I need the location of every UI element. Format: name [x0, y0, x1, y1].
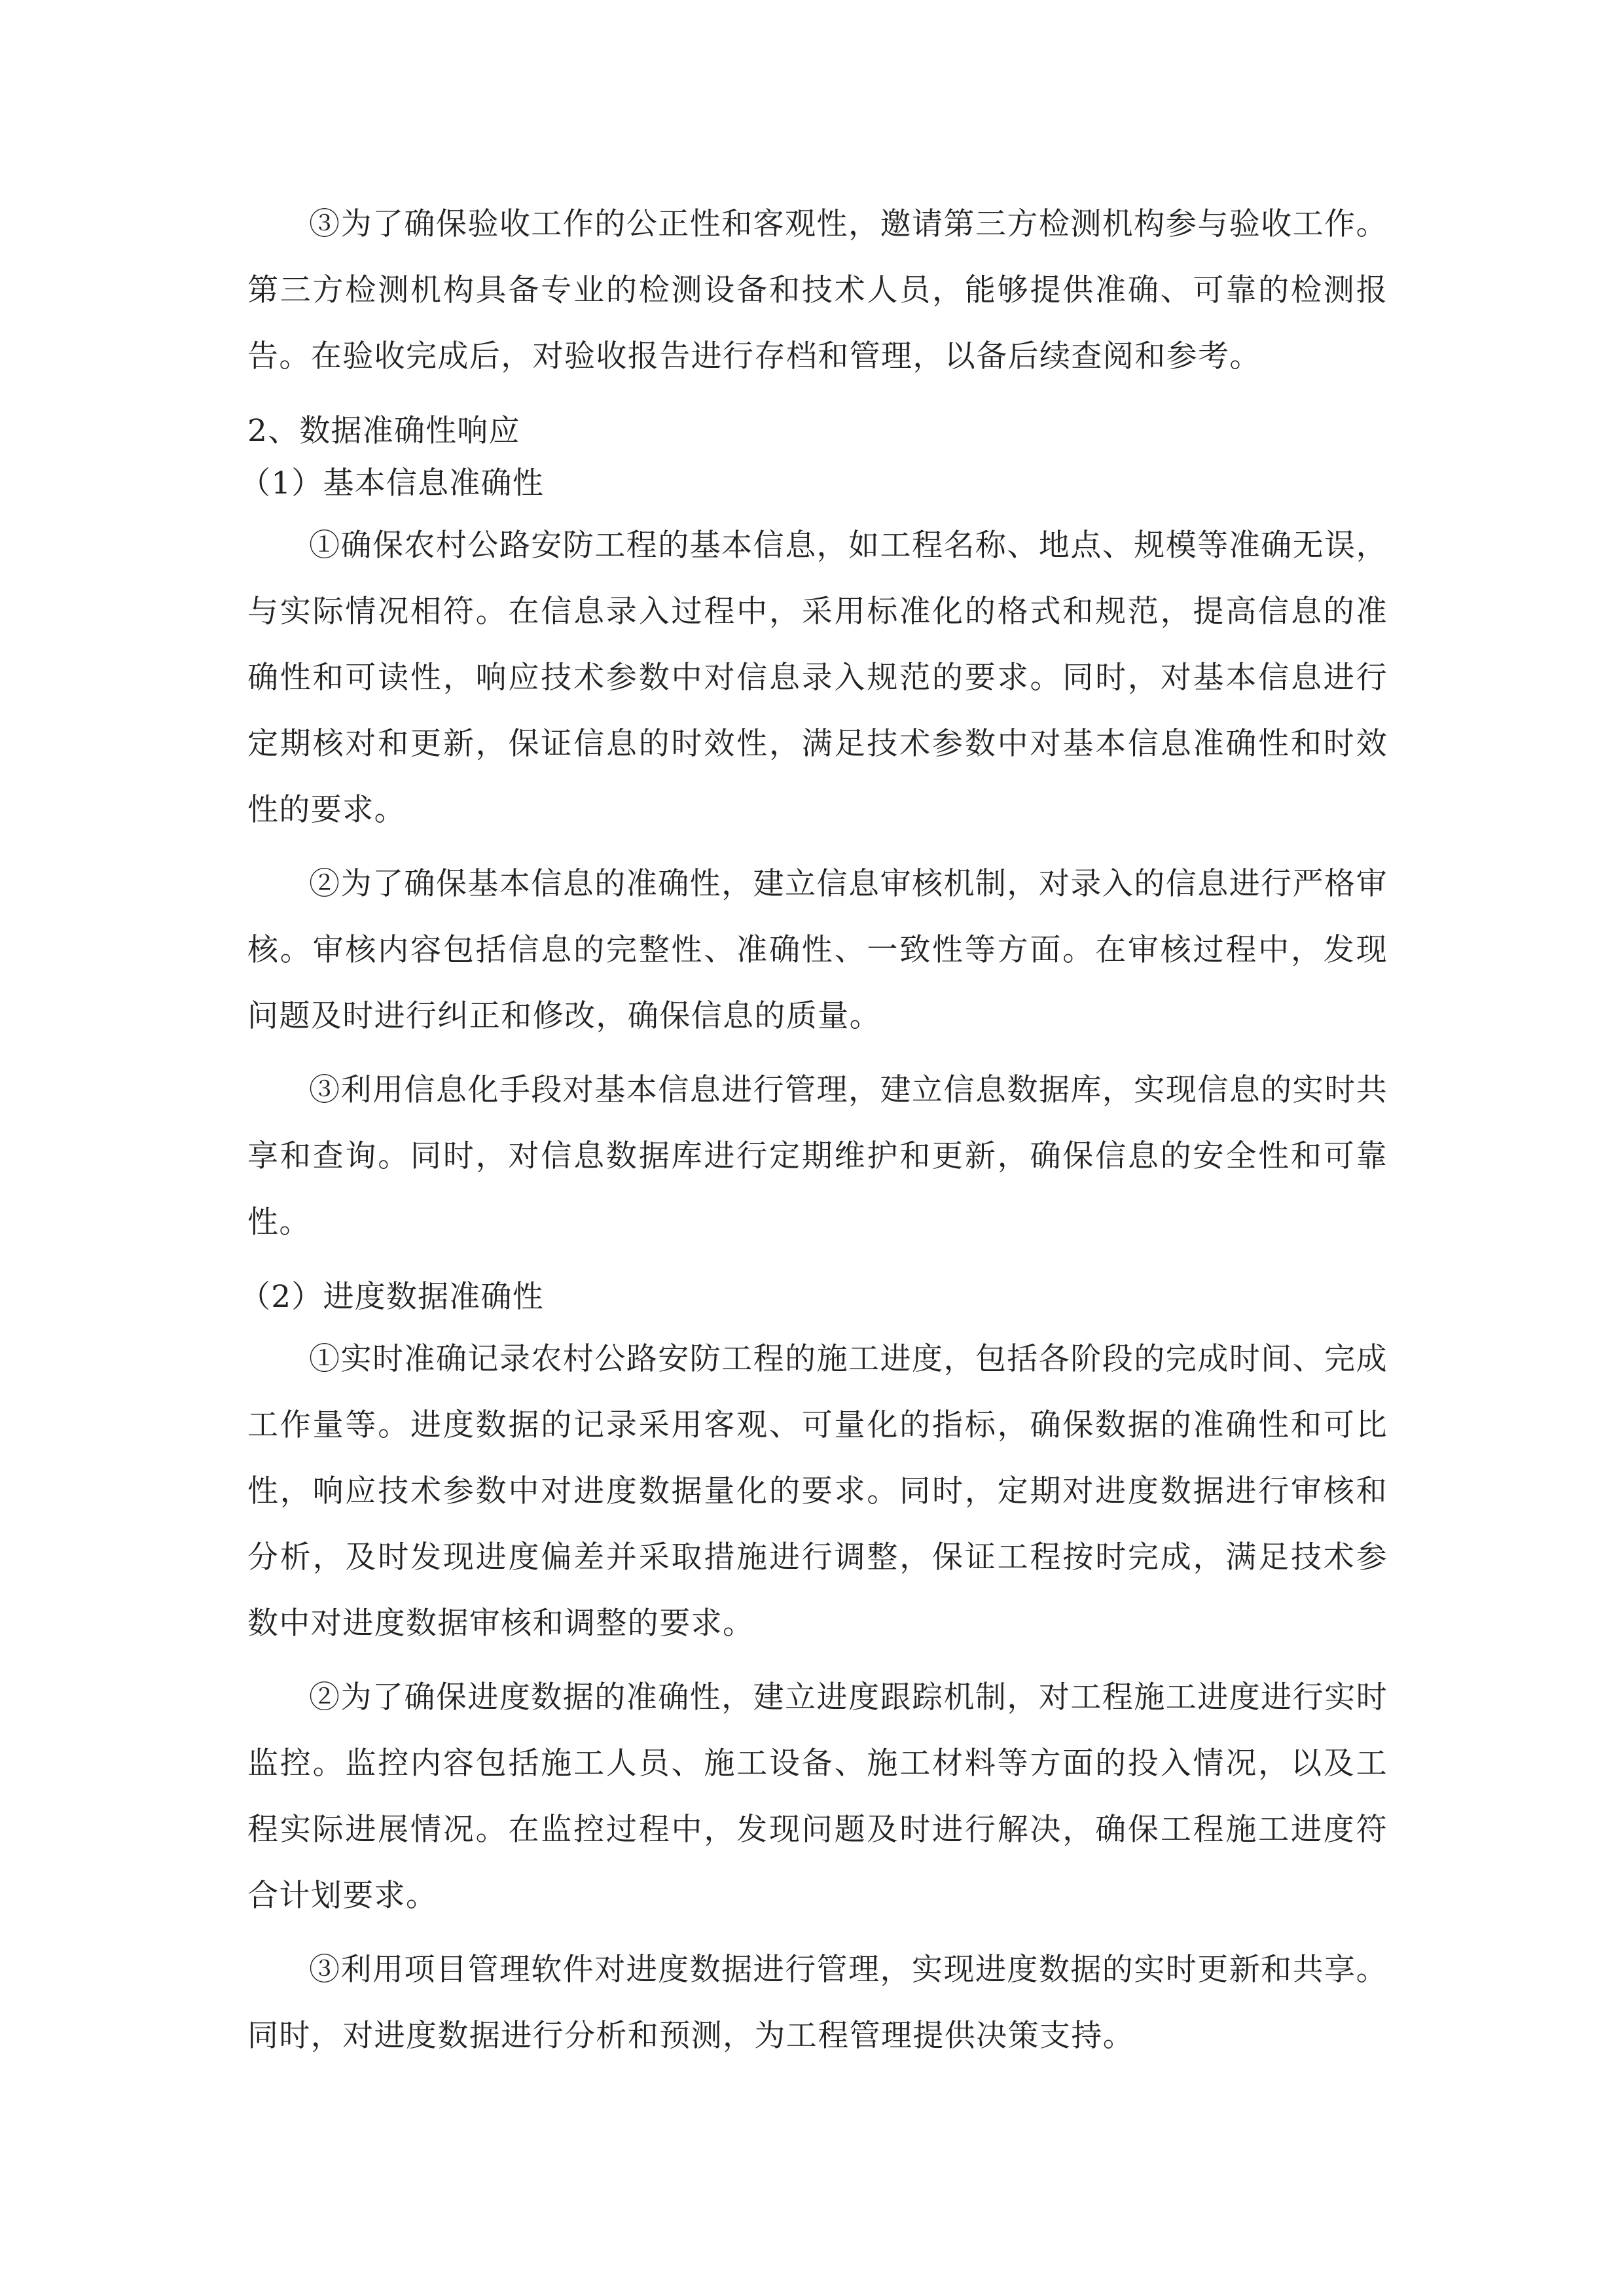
- spacer: [247, 1929, 1388, 1937]
- spacer: [247, 843, 1388, 851]
- spacer: [247, 1255, 1388, 1271]
- paragraph-basic-info-2: ②为了确保基本信息的准确性，建立信息审核机制，对录入的信息进行严格审核。审核内容包括信息的完整性、准确性、一致性等方面。在审核过程中，发现问题及时进行纠正和修改，确保信息的质量。: [247, 866, 1388, 1034]
- paragraph-progress-2: ②为了确保进度数据的准确性，建立进度跟踪机制，对工程施工进度进行实时监控。监控内容包括施工人员、施工设备、施工材料等方面的投入情况，以及工程实际进展情况。在监控过程中，发现问题及时进行解决，确保工程施工进度符合计划要求。: [247, 1679, 1388, 1914]
- paragraph-progress-3: ③利用项目管理软件对进度数据进行管理，实现进度数据的实时更新和共享。同时，对进度数据进行分析和预测，为工程管理提供决策支持。: [247, 1952, 1388, 2054]
- paragraph-basic-info-3: ③利用信息化手段对基本信息进行管理，建立信息数据库，实现信息的实时共享和查询。同时，对信息数据库进行定期维护和更新，确保信息的安全性和可靠性。: [247, 1072, 1388, 1240]
- spacer: [247, 1657, 1388, 1664]
- document-body: [240, 191, 1388, 2069]
- paragraph-acceptance-3: ③为了确保验收工作的公正性和客观性，邀请第三方检测机构参与验收工作。第三方检测机构具备专业的检测设备和技术人员，能够提供准确、可靠的检测报告。在验收完成后，对验收报告进行存档和管理，以备后续查阅和参考。: [247, 206, 1388, 374]
- paragraph-progress-1: ①实时准确记录农村公路安防工程的施工进度，包括各阶段的完成时间、完成工作量等。进度数据的记录采用客观、可量化的指标，确保数据的准确性和可比性，响应技术参数中对进度数据量化的要求。同时，定期对进度数据进行审核和分析，及时发现进度偏差并采取措施进行调整，保证工程按时完成，满足技术参数中对进度数据审核和调整的要求。: [247, 1341, 1388, 1641]
- spacer: [247, 389, 1388, 405]
- paragraph-basic-info-1: ①确保农村公路安防工程的基本信息，如工程名称、地点、规模等准确无误，与实际情况相符。在信息录入过程中，采用标准化的格式和规范，提高信息的准确性和可读性，响应技术参数中对信息录入规范的要求。同时，对基本信息进行定期核对和更新，保证信息的时效性，满足技术参数中对基本信息准确性和时效性的要求。: [247, 528, 1388, 828]
- subsection-heading-basic-info: （1）基本信息准确性: [240, 465, 544, 501]
- section-heading-data-accuracy: 2、数据准确性响应: [247, 413, 520, 449]
- spacer: [247, 1049, 1388, 1057]
- subsection-heading-progress-data: （2）进度数据准确性: [240, 1279, 544, 1315]
